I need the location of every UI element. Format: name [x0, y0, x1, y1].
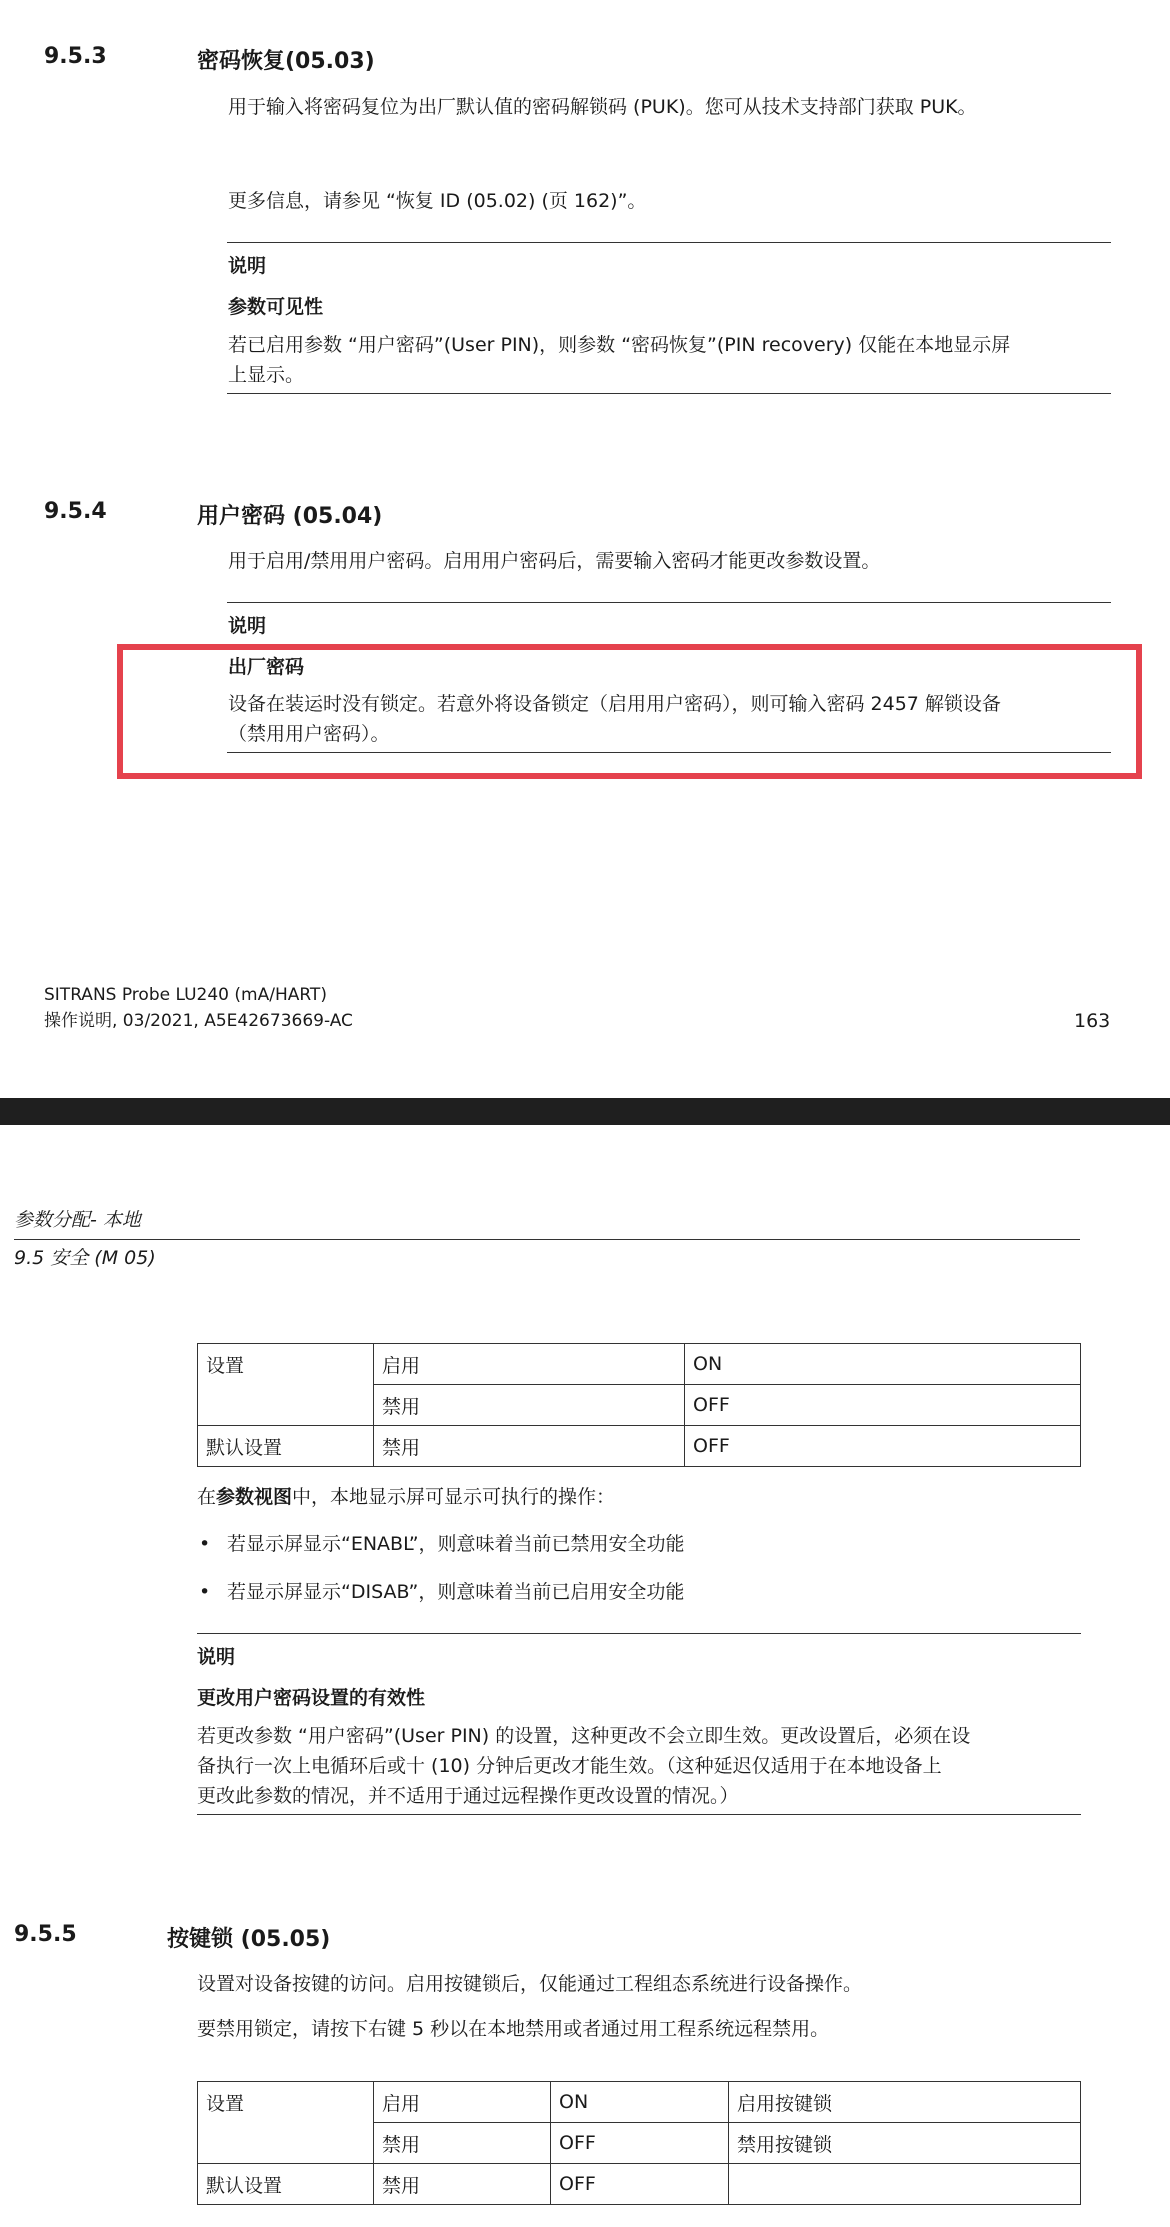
table-row	[198, 2082, 1081, 2123]
running-header-chapter: 参数分配- 本地	[14, 1209, 141, 1231]
footer-page-number: 163	[1074, 1010, 1111, 1032]
section-desc-955: 设置对设备按键的访问。启用按键锁后，仅能通过工程组态系统进行设备操作。	[197, 1973, 863, 1995]
table-cell: 禁用	[374, 2164, 551, 2205]
table-cell	[198, 2123, 374, 2164]
table-cell: 设置	[198, 2082, 374, 2123]
note-label: 说明	[228, 615, 267, 637]
intro-text: 中，本地显示屏可显示可执行的操作：	[292, 1486, 616, 1508]
footer-product: SITRANS Probe LU240 (mA/HART)	[44, 985, 327, 1005]
note-top-rule	[197, 1633, 1081, 1634]
table-cell: 禁用	[374, 1426, 685, 1467]
table-cell	[729, 2164, 1081, 2205]
table-cell: OFF	[685, 1385, 1081, 1426]
footer-manual-info: 操作说明, 03/2021, A5E42673669-AC	[44, 1011, 353, 1031]
intro-text: 在	[197, 1486, 217, 1508]
table-cell: 禁用	[374, 1385, 685, 1426]
note-text-line3: 更改此参数的情况，并不适用于通过远程操作更改设置的情况。）	[197, 1785, 739, 1807]
table-row	[198, 1385, 1081, 1426]
table-cell: OFF	[551, 2164, 729, 2205]
section-title-953: 密码恢复(05.03)	[197, 49, 375, 74]
table-cell	[198, 1385, 374, 1426]
table-row	[198, 1344, 1081, 1385]
header-rule	[14, 1239, 1080, 1240]
list-item: • 若显示屏显示“DISAB”，则意味着当前已启用安全功能	[197, 1577, 685, 1607]
table-cell: 默认设置	[198, 2164, 374, 2205]
page-163	[0, 0, 1170, 1098]
section-number-955: 9.5.5	[14, 1922, 77, 1947]
note-label: 说明	[197, 1646, 236, 1668]
section-number-953: 9.5.3	[44, 44, 107, 69]
table-cell: ON	[551, 2082, 729, 2123]
table-cell: 禁用	[374, 2123, 551, 2164]
page-divider	[0, 1098, 1170, 1125]
table-cell: OFF	[551, 2123, 729, 2164]
table-cell: 设置	[198, 1344, 374, 1385]
table-row	[198, 2164, 1081, 2205]
note-text-line2: 备执行一次上电循环后或十 (10) 分钟后更改才能生效。（这种延迟仅适用于在本地设备上	[197, 1755, 942, 1777]
note-bottom-rule	[197, 1814, 1081, 1815]
section-desc-955-2: 要禁用锁定，请按下右键 5 秒以在本地禁用或者通过用工程系统远程禁用。	[197, 2018, 830, 2040]
note-top-rule	[227, 242, 1111, 243]
note-title: 更改用户密码设置的有效性	[197, 1687, 426, 1709]
table-cell: 默认设置	[198, 1426, 374, 1467]
table-cell: 启用	[374, 2082, 551, 2123]
running-header-section: 9.5 安全 (M 05)	[14, 1247, 156, 1269]
list-item: • 若显示屏显示“ENABL”，则意味着当前已禁用安全功能	[197, 1529, 685, 1559]
note-label: 说明	[228, 255, 267, 277]
param-view-intro	[197, 1482, 615, 1512]
note-text-line1: 设备在装运时没有锁定。若意外将设备锁定（启用用户密码），则可输入密码 2457 解锁设备	[228, 693, 1001, 715]
note-title: 参数可见性	[228, 296, 324, 318]
page-164	[0, 1125, 1170, 2227]
table-cell: OFF	[685, 1426, 1081, 1467]
section-desc-954: 用于启用/禁用用户密码。启用用户密码后，需要输入密码才能更改参数设置。	[228, 550, 881, 572]
table-row	[198, 2123, 1081, 2164]
note-bottom-rule	[227, 393, 1111, 394]
bullet-list	[197, 1529, 685, 1625]
intro-bold-term: 参数视图	[216, 1486, 293, 1508]
section-title-954: 用户密码 (05.04)	[197, 504, 383, 529]
note-top-rule	[227, 602, 1111, 603]
note-text-line1: 若已启用参数 “用户密码”(User PIN)，则参数 “密码恢复”(PIN recovery) 仅能在本地显示屏	[228, 334, 1011, 356]
section-more-info-953: 更多信息，请参见 “恢复 ID (05.02) (页 162)”。	[228, 190, 647, 212]
note-text-line1: 若更改参数 “用户密码”(User PIN) 的设置，这种更改不会立即生效。更改设置后，必须在设	[197, 1725, 971, 1747]
table-cell: 禁用按键锁	[729, 2123, 1081, 2164]
table-row	[198, 1426, 1081, 1467]
note-title: 出厂密码	[228, 656, 305, 678]
note-text-line2: 上显示。	[228, 364, 305, 386]
note-bottom-rule	[227, 752, 1111, 753]
section-number-954: 9.5.4	[44, 499, 107, 524]
settings-table-keylock	[197, 2081, 1081, 2205]
note-text-line2: （禁用用户密码）。	[228, 723, 390, 745]
table-cell: 启用	[374, 1344, 685, 1385]
settings-table-pin	[197, 1343, 1081, 1467]
section-title-955: 按键锁 (05.05)	[167, 1927, 331, 1952]
table-cell: 启用按键锁	[729, 2082, 1081, 2123]
table-cell: ON	[685, 1344, 1081, 1385]
section-desc-953: 用于输入将密码复位为出厂默认值的密码解锁码 (PUK)。您可从技术支持部门获取 PUK。	[228, 96, 977, 118]
